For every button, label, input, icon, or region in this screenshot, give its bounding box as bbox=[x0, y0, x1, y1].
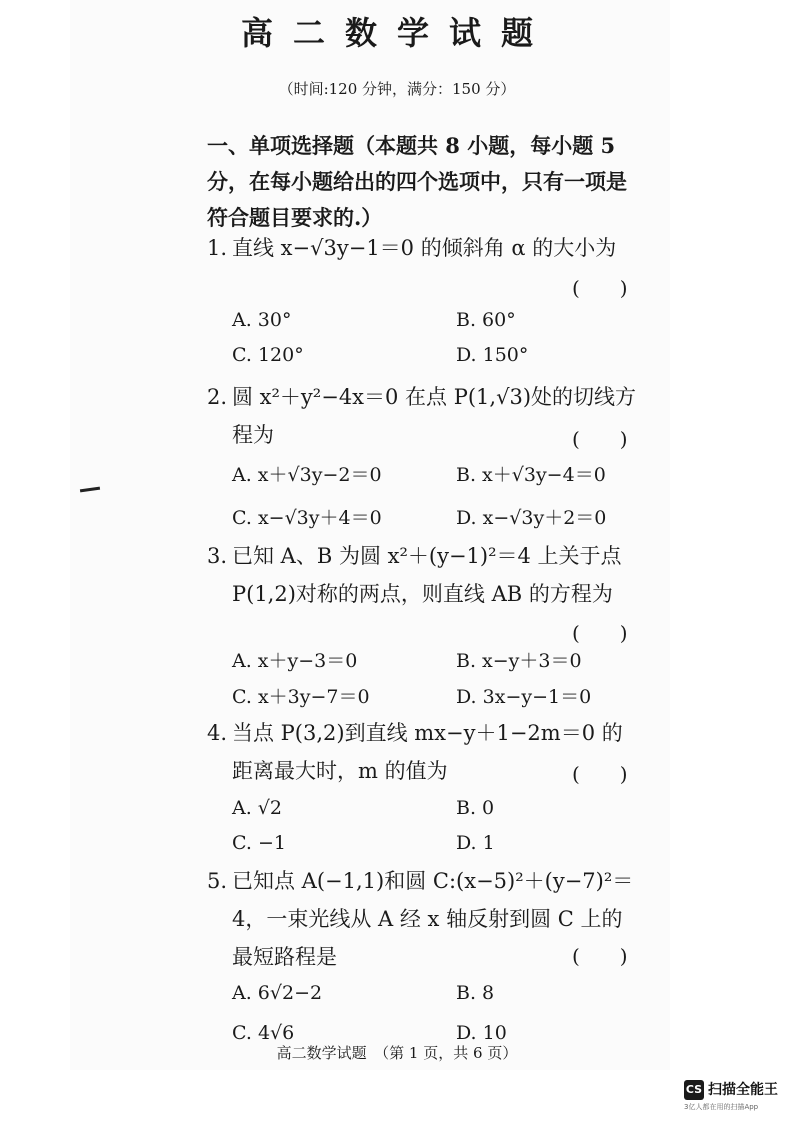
option-b: B. 0 bbox=[456, 797, 495, 819]
option-d: D. 1 bbox=[456, 832, 495, 854]
option-c: C. x−√3y＋4＝0 bbox=[232, 507, 382, 529]
question-stem: 已知 A、B 为圆 x²＋(y−1)²＝4 上关于点 P(1,2)对称的两点，则直线 AB 的方程为 bbox=[232, 544, 622, 606]
section-heading: 一、单项选择题（本题共 8 小题，每小题 5 分，在每小题给出的四个选项中，只有一项是符合题目要求的.） bbox=[207, 133, 627, 230]
page-title: 高二数学试题 bbox=[240, 14, 553, 52]
answer-bracket: ( ) bbox=[572, 276, 628, 300]
option-d: D. 3x−y−1＝0 bbox=[456, 686, 592, 708]
answer-bracket: ( ) bbox=[572, 762, 628, 786]
question-number: 2. bbox=[207, 385, 228, 409]
option-d: D. 150° bbox=[456, 344, 529, 366]
question-stem: 当点 P(3,2)到直线 mx−y＋1−2m＝0 的距离最大时，m 的值为 bbox=[232, 721, 623, 783]
exam-meta: （时间:120 分钟，满分：150 分） bbox=[278, 80, 516, 98]
option-a: A. x＋y−3＝0 bbox=[232, 650, 358, 672]
option-b: B. x＋√3y−4＝0 bbox=[456, 464, 606, 486]
option-c: C. −1 bbox=[232, 832, 286, 854]
answer-bracket: ( ) bbox=[572, 944, 628, 968]
question-number: 5. bbox=[207, 869, 228, 893]
answer-bracket: ( ) bbox=[572, 427, 628, 451]
option-b: B. x−y＋3＝0 bbox=[456, 650, 582, 672]
option-b: B. 8 bbox=[456, 982, 495, 1004]
camscanner-logo-icon: CS bbox=[684, 1080, 704, 1100]
option-d: D. 10 bbox=[456, 1022, 507, 1044]
option-d: D. x−√3y＋2＝0 bbox=[456, 507, 607, 529]
option-a: A. x＋√3y−2＝0 bbox=[232, 464, 382, 486]
scanner-watermark bbox=[684, 1080, 792, 1116]
question-stem: 圆 x²＋y²−4x＝0 在点 P(1,√3)处的切线方程为 bbox=[232, 385, 637, 447]
option-b: B. 60° bbox=[456, 309, 516, 331]
question-number: 3. bbox=[207, 544, 228, 568]
option-c: C. x＋3y−7＝0 bbox=[232, 686, 370, 708]
watermark-tagline: 3亿人都在用的扫描App bbox=[684, 1103, 759, 1111]
option-a: A. √2 bbox=[232, 797, 282, 819]
option-a: A. 30° bbox=[232, 309, 292, 331]
option-c: C. 4√6 bbox=[232, 1022, 295, 1044]
question-stem: 已知点 A(−1,1)和圆 C:(x−5)²＋(y−7)²＝4，一束光线从 A 经 x 轴反射到圆 C 上的最短路程是 bbox=[232, 869, 634, 969]
page-footer: 高二数学试题 （第 1 页，共 6 页） bbox=[276, 1044, 518, 1062]
answer-bracket: ( ) bbox=[572, 621, 628, 645]
question-stem: 直线 x−√3y−1＝0 的倾斜角 α 的大小为 bbox=[232, 236, 617, 260]
watermark-app-name: 扫描全能王 bbox=[708, 1082, 778, 1098]
question-number: 4. bbox=[207, 721, 228, 745]
question-number: 1. bbox=[207, 236, 228, 260]
option-c: C. 120° bbox=[232, 344, 304, 366]
option-a: A. 6√2−2 bbox=[232, 982, 323, 1004]
